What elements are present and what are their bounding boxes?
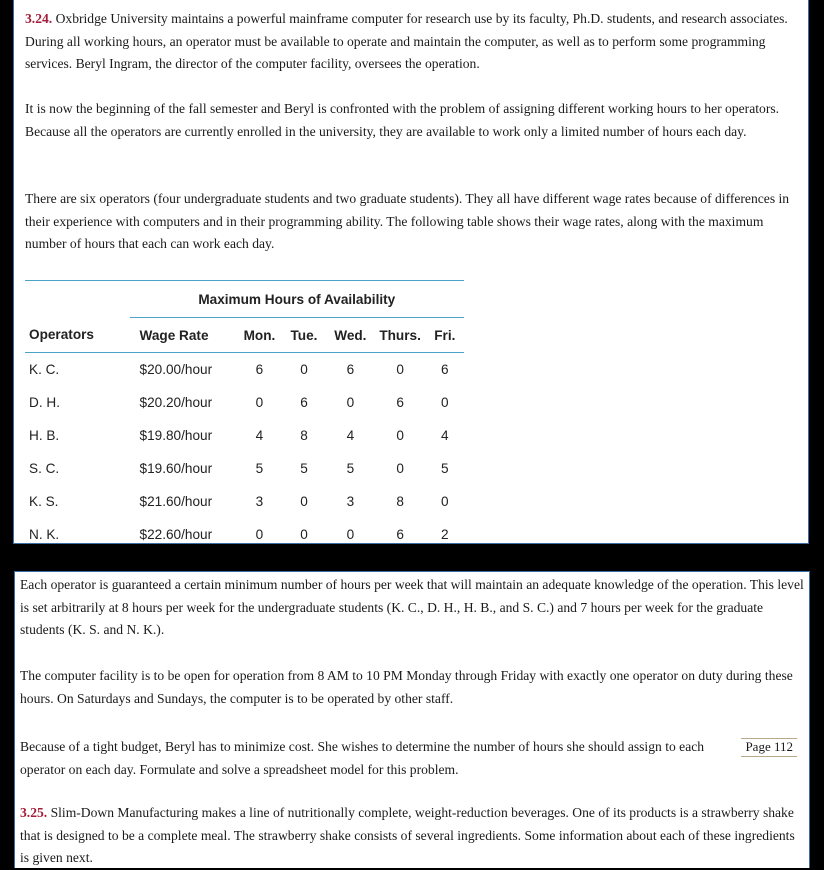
mon-hours-cell: 3	[255, 494, 264, 509]
operator-cell: K. C.	[29, 362, 60, 377]
operator-cell: K. S.	[29, 494, 59, 509]
wage-rate-cell: $19.80/hour	[139, 428, 213, 443]
wage-rate-cell: $20.00/hour	[139, 362, 213, 377]
fri-hours-cell: 6	[441, 362, 449, 377]
availability-table	[25, 281, 464, 551]
wage-rate-cell: $20.20/hour	[139, 395, 213, 410]
problem-number: 3.25.	[20, 805, 48, 820]
tue-hours-cell: 0	[300, 527, 308, 542]
tue-hours-cell: 5	[300, 461, 308, 476]
column-header-wed: Wed.	[326, 318, 374, 353]
wed-hours-cell: 4	[346, 428, 355, 443]
column-header-thurs: Thurs.	[375, 318, 426, 353]
thurs-hours-cell: 8	[396, 494, 404, 509]
wage-rate-cell: $19.60/hour	[139, 461, 213, 476]
thurs-hours-cell: 0	[396, 461, 404, 476]
paragraph-text: Oxbridge University maintains a powerful mainframe computer for research use by its faculty, Ph.D. students, and research associates. During all working hours, an operator must be available to operate and maintain the computer, as well as to perform some programming services. Beryl Ingram, the director of the computer facility, oversees the operation.	[25, 11, 788, 71]
problem-3-25-intro	[20, 802, 804, 870]
wed-hours-cell: 3	[346, 494, 355, 509]
table-header-row	[25, 318, 464, 353]
thurs-hours-cell: 0	[396, 428, 404, 443]
column-header-tue: Tue.	[282, 318, 326, 353]
tue-hours-cell: 0	[300, 362, 308, 377]
fri-hours-cell: 5	[441, 461, 449, 476]
group-header: Maximum Hours of Availability	[130, 281, 464, 318]
problem-3-24-intro	[25, 8, 803, 76]
table-row	[25, 353, 464, 387]
table-row	[25, 386, 464, 419]
table-row	[25, 419, 464, 452]
wed-hours-cell: 0	[346, 527, 355, 542]
fri-hours-cell: 4	[441, 428, 449, 443]
mon-hours-cell: 5	[255, 461, 264, 476]
paragraph-budget: Because of a tight budget, Beryl has to minimize cost. She wishes to determine the number of hours she should assign to each operator on each day. Formulate and solve a spreadsheet model for this problem.	[20, 739, 705, 777]
wage-rate-cell: $21.60/hour	[139, 494, 213, 509]
tue-hours-cell: 6	[300, 395, 308, 410]
mon-hours-cell: 0	[255, 395, 264, 410]
paragraph-minimum-hours: Each operator is guaranteed a certain minimum number of hours per week that will maintain an adequate knowledge of the operation. This level is set arbitrarily at 8 hours per week for the undergraduate students (K. C., D. H., H. B., and S. C.) and 7 hours per week for the graduate students (K. S. and N. K.).	[20, 577, 804, 637]
tue-hours-cell: 8	[300, 428, 308, 443]
mon-hours-cell: 0	[255, 527, 264, 542]
fri-hours-cell: 0	[441, 494, 449, 509]
thurs-hours-cell: 6	[396, 527, 404, 542]
table-row	[25, 452, 464, 485]
availability-table-container	[25, 281, 464, 551]
fri-hours-cell: 0	[441, 395, 449, 410]
table-row	[25, 518, 464, 551]
tue-hours-cell: 0	[300, 494, 308, 509]
page-marker: Page 112	[741, 738, 797, 757]
operator-cell: D. H.	[29, 395, 60, 410]
mon-hours-cell: 4	[255, 428, 264, 443]
mon-hours-cell: 6	[255, 362, 264, 377]
column-header-fri: Fri.	[426, 318, 464, 353]
wage-rate-cell: $22.60/hour	[139, 527, 213, 542]
operator-cell: H. B.	[29, 428, 60, 443]
table-row	[25, 485, 464, 518]
operator-cell: S. C.	[29, 461, 60, 476]
operator-cell: N. K.	[29, 527, 60, 542]
column-header-mon: Mon.	[237, 318, 282, 353]
paragraph-text: Slim-Down Manufacturing makes a line of nutritionally complete, weight-reduction beverages. One of its products is a strawberry shake that is designed to be a complete meal. The strawberry shake consists of several ingredients. Some information about each of these ingredients is given next.	[20, 805, 795, 865]
column-header-wage-rate: Wage Rate	[130, 318, 238, 353]
wed-hours-cell: 5	[346, 461, 355, 476]
table-group-header-row	[25, 281, 464, 318]
problem-number: 3.24.	[25, 11, 53, 26]
wed-hours-cell: 6	[346, 362, 355, 377]
paragraph-six-operators: There are six operators (four undergraduate students and two graduate students). They all have different wage rates because of differences in their experience with computers and in their programming ability. The following table shows their wage rates, along with the maximum number of hours that each can work each day.	[25, 191, 790, 251]
fri-hours-cell: 2	[441, 527, 449, 542]
thurs-hours-cell: 0	[396, 362, 404, 377]
paragraph-facility-hours: The computer facility is to be open for operation from 8 AM to 10 PM Monday through Friday with exactly one operator on duty during these hours. On Saturdays and Sundays, the computer is to be operated by other staff.	[20, 668, 793, 706]
paragraph-operators-hours: It is now the beginning of the fall semester and Beryl is confronted with the problem of assigning different working hours to her operators. Because all the operators are currently enrolled in the university, they are available to work only a limited number of hours each day.	[25, 101, 780, 139]
problem-3-24-panel	[13, 0, 809, 544]
column-header-operators: Operators	[25, 318, 130, 353]
thurs-hours-cell: 6	[396, 395, 404, 410]
wed-hours-cell: 0	[346, 395, 355, 410]
problem-continuation-panel	[14, 571, 810, 868]
